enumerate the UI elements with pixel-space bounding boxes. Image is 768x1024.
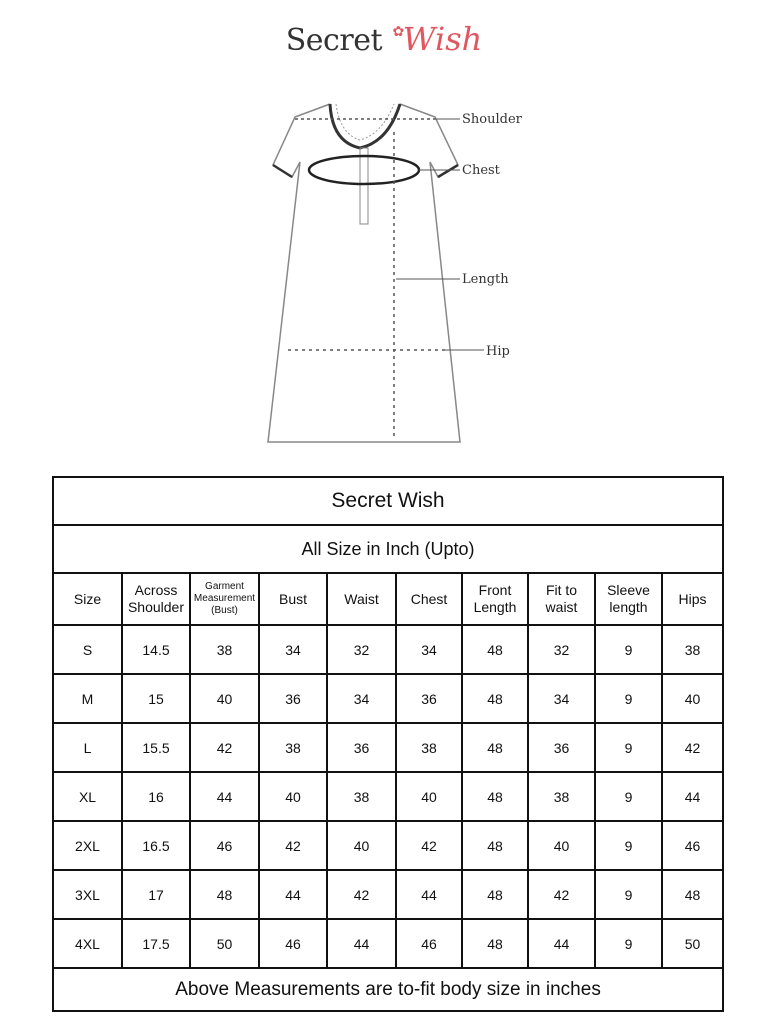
table-cell: 32 (528, 625, 595, 674)
table-cell: 34 (528, 674, 595, 723)
table-cell: 34 (396, 625, 462, 674)
table-cell: 48 (462, 723, 528, 772)
table-cell: 42 (662, 723, 723, 772)
header-sleeve-length: Sleeve length (595, 573, 662, 625)
brand-word-wish: Wish (402, 20, 483, 58)
table-cell: 38 (396, 723, 462, 772)
brand-word-secret: Secret (285, 23, 383, 58)
label-length: Length (462, 272, 509, 287)
table-cell: 46 (259, 919, 327, 968)
table-cell: 9 (595, 772, 662, 821)
table-cell: 38 (190, 625, 259, 674)
table-cell: 36 (259, 674, 327, 723)
table-cell: 44 (396, 870, 462, 919)
table-cell: 48 (662, 870, 723, 919)
table-title: Secret Wish (53, 477, 723, 525)
table-cell: 9 (595, 625, 662, 674)
table-cell: 48 (462, 919, 528, 968)
table-cell: 40 (528, 821, 595, 870)
table-cell: 38 (528, 772, 595, 821)
table-cell: 36 (528, 723, 595, 772)
table-cell: 9 (595, 919, 662, 968)
header-waist: Waist (327, 573, 396, 625)
table-cell: 46 (190, 821, 259, 870)
table-row (53, 625, 723, 674)
table-cell: 34 (327, 674, 396, 723)
table-cell: XL (53, 772, 122, 821)
table-cell: 44 (662, 772, 723, 821)
table-cell: 9 (595, 821, 662, 870)
table-row (53, 919, 723, 968)
table-cell: 4XL (53, 919, 122, 968)
table-cell: 44 (327, 919, 396, 968)
table-cell: 36 (327, 723, 396, 772)
table-cell: 14.5 (122, 625, 190, 674)
label-hip: Hip (486, 344, 510, 359)
table-cell: 42 (190, 723, 259, 772)
brand-logo (0, 20, 768, 70)
table-cell: 48 (462, 625, 528, 674)
table-cell: 42 (396, 821, 462, 870)
table-cell: 17.5 (122, 919, 190, 968)
table-row (53, 870, 723, 919)
table-cell: L (53, 723, 122, 772)
table-cell: 38 (327, 772, 396, 821)
table-cell: 40 (327, 821, 396, 870)
table-cell: 40 (662, 674, 723, 723)
table-cell: 44 (528, 919, 595, 968)
table-cell: 15.5 (122, 723, 190, 772)
table-cell: 48 (462, 870, 528, 919)
table-cell: S (53, 625, 122, 674)
table-cell: 48 (190, 870, 259, 919)
label-shoulder: Shoulder (462, 112, 522, 127)
table-cell: 46 (396, 919, 462, 968)
table-cell: 40 (259, 772, 327, 821)
table-cell: M (53, 674, 122, 723)
table-row (53, 772, 723, 821)
table-row (53, 674, 723, 723)
table-cell: 50 (190, 919, 259, 968)
table-cell: 9 (595, 723, 662, 772)
header-fit-to-waist: Fit to waist (528, 573, 595, 625)
table-cell: 9 (595, 870, 662, 919)
size-chart-table (52, 476, 724, 1012)
table-cell: 34 (259, 625, 327, 674)
table-cell: 48 (462, 821, 528, 870)
header-garment-measurement: Garment Measurement (Bust) (190, 573, 259, 625)
header-row (53, 573, 723, 625)
table-cell: 48 (462, 674, 528, 723)
table-cell: 40 (190, 674, 259, 723)
table-cell: 2XL (53, 821, 122, 870)
table-subtitle: All Size in Inch (Upto) (53, 525, 723, 573)
bow-icon: ✿ (392, 23, 405, 39)
table-cell: 42 (259, 821, 327, 870)
table-cell: 3XL (53, 870, 122, 919)
table-cell: 50 (662, 919, 723, 968)
table-cell: 42 (528, 870, 595, 919)
header-hips: Hips (662, 573, 723, 625)
table-cell: 17 (122, 870, 190, 919)
nightdress-outline-icon (240, 92, 540, 452)
header-size: Size (53, 573, 122, 625)
table-cell: 38 (259, 723, 327, 772)
table-cell: 15 (122, 674, 190, 723)
header-bust: Bust (259, 573, 327, 625)
header-chest: Chest (396, 573, 462, 625)
table-cell: 32 (327, 625, 396, 674)
table-cell: 16 (122, 772, 190, 821)
table-cell: 38 (662, 625, 723, 674)
table-cell: 48 (462, 772, 528, 821)
table-row (53, 821, 723, 870)
table-cell: 40 (396, 772, 462, 821)
header-front-length: Front Length (462, 573, 528, 625)
table-cell: 42 (327, 870, 396, 919)
table-cell: 16.5 (122, 821, 190, 870)
table-row (53, 723, 723, 772)
table-cell: 36 (396, 674, 462, 723)
header-across-shoulder: Across Shoulder (122, 573, 190, 625)
label-chest: Chest (462, 163, 500, 178)
table-cell: 9 (595, 674, 662, 723)
table-cell: 46 (662, 821, 723, 870)
table-cell: 44 (190, 772, 259, 821)
table-cell: 44 (259, 870, 327, 919)
table-footer: Above Measurements are to-fit body size in inches (53, 968, 723, 1011)
